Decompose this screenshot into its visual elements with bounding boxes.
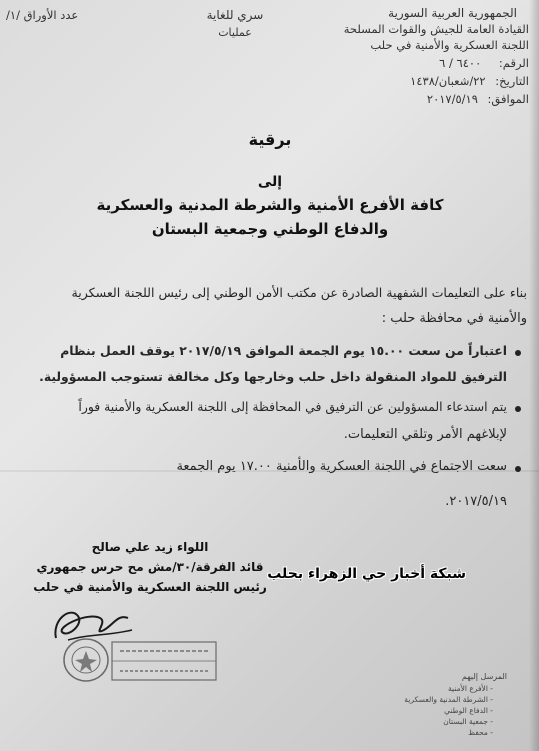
distribution-item-5: - محفظ <box>468 728 493 737</box>
committee-name: اللجنة العسكرية والأمنية في حلب <box>370 38 529 52</box>
signatory-title-1: قائد الفرقة/٣٠/مش مح حرس جمهوري <box>36 560 264 574</box>
item-2-line-1: يتم استدعاء المسؤولين عن الترفيق في المحافظة إلى اللجنة العسكرية والأمنية فوراً <box>78 399 507 414</box>
distribution-title: المرسل إليهم <box>461 672 507 681</box>
reference-number <box>439 56 529 70</box>
document-title: برقية <box>248 130 292 149</box>
date-label: التاريخ: <box>495 74 529 88</box>
official-seal <box>60 636 220 684</box>
to-label: إلى <box>257 174 283 190</box>
item-3-bullet <box>515 466 521 472</box>
item-1-line-1: اعتباراً من سعت ١٥.٠٠ يوم الجمعة الموافق ٢٠١٧/٥/١٩ يوقف العمل بنظام <box>60 343 507 358</box>
signatory-name: اللواء زيد علي صالح <box>91 540 209 554</box>
command-name: القيادة العامة للجيش والقوات المسلحة <box>343 22 529 36</box>
corresponding-label: الموافق: <box>487 92 529 106</box>
item-2-line-2: لإبلاغهم الأمر وتلقي التعليمات. <box>343 427 507 442</box>
intro-line-2: والأمنية في محافظة حلب : <box>381 311 527 326</box>
distribution-item-3: - الدفاع الوطني <box>444 706 493 715</box>
item-1-bullet <box>515 350 521 356</box>
country-name: الجمهورية العربية السورية <box>388 6 517 20</box>
gregorian-date <box>427 92 529 106</box>
item-2-bullet <box>515 406 521 412</box>
item-3-line-2: ٢٠١٧/٥/١٩. <box>445 494 507 509</box>
hijri-date <box>410 74 529 88</box>
category: عمليات <box>218 26 252 39</box>
signatory-title-2: رئيس اللجنة العسكرية والأمنية في حلب <box>33 580 267 594</box>
distribution-item-2: - الشرطة المدنية والعسكرية <box>404 695 493 704</box>
news-network-watermark: شبكة أخبار حي الزهراء بحلب <box>267 566 466 582</box>
recipients-line-2: والدفاع الوطني وجمعية البستان <box>151 220 389 238</box>
distribution-item-1: - الأفرع الأمنية <box>448 684 493 693</box>
classification: سري للغاية <box>206 8 264 22</box>
intro-line-1: بناء على التعليمات الشفهية الصادرة عن مكتب الأمن الوطني إلى رئيس اللجنة العسكرية <box>71 285 527 300</box>
item-3-line-1: سعت الاجتماع في اللجنة العسكرية والأمنية ١٧.٠٠ يوم الجمعة <box>176 459 507 474</box>
date-value: ٢٢/شعبان/١٤٣٨ <box>410 74 486 88</box>
page-count: عدد الأوراق /١/ <box>6 8 79 22</box>
reference-value: ٦٤٠٠ / ٦ <box>439 56 482 70</box>
recipients-line-1: كافة الأفرع الأمنية والشرطة المدنية والعسكرية <box>96 196 444 214</box>
reference-label: الرقم: <box>498 56 529 70</box>
page-edge-shadow <box>529 0 539 751</box>
distribution-item-4: - جمعية البستان <box>443 717 493 726</box>
item-1-line-2: الترفيق للمواد المنقولة داخل حلب وخارجها وكل مخالفة تستوجب المسؤولية. <box>39 369 507 384</box>
corresponding-value: ٢٠١٧/٥/١٩ <box>426 92 478 106</box>
